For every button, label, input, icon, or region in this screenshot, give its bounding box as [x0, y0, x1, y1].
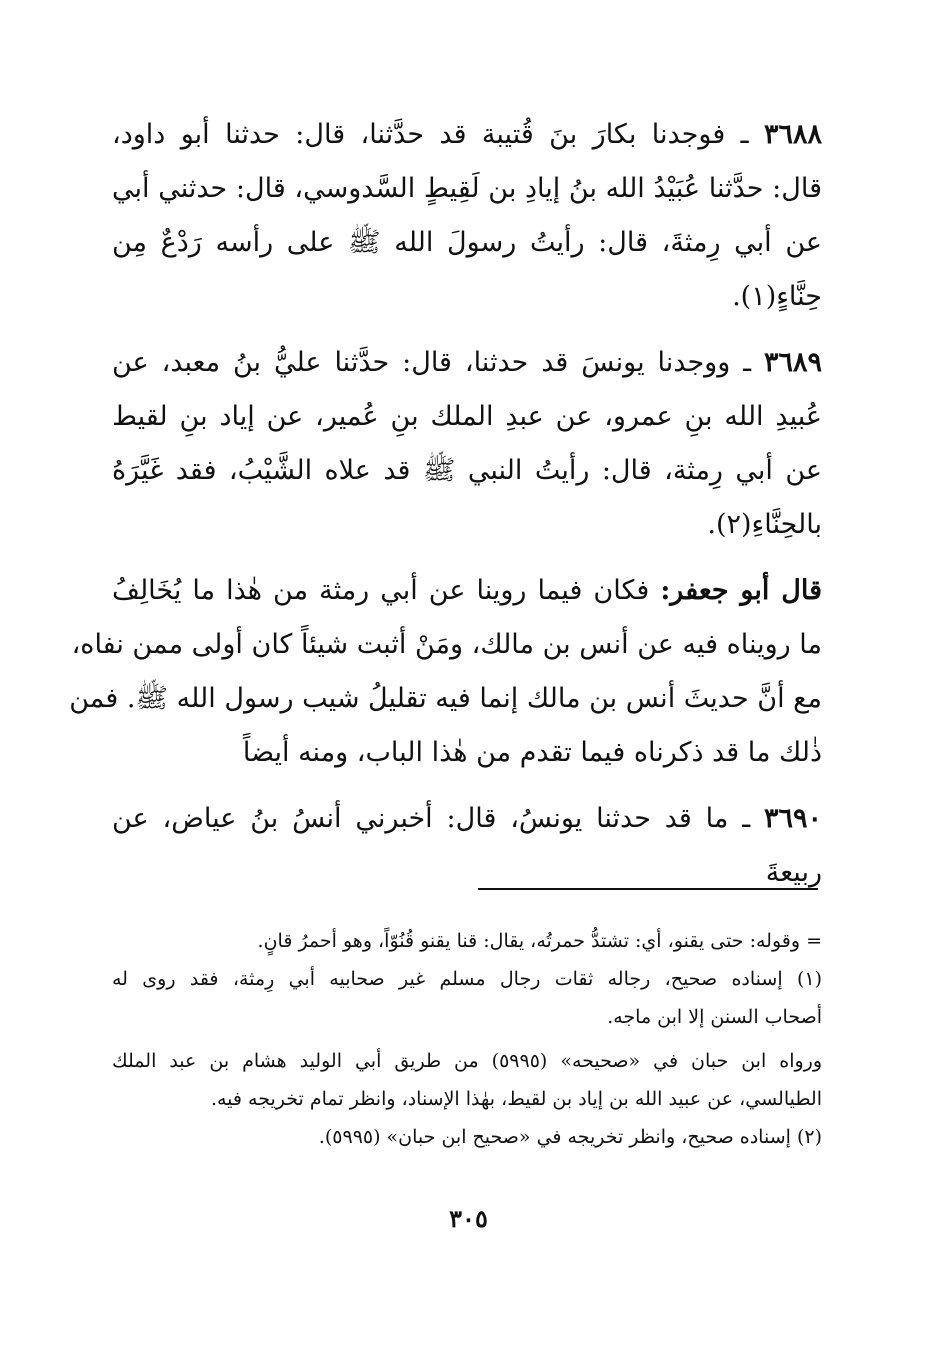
hadith-number: ٣٦٩٠ [764, 803, 823, 834]
footnote-1-line-1: (١) إسناده صحيح، رجاله ثقات رجال مسلم غير صحابيه أبي رِمثة، فقد روى له [112, 968, 822, 990]
hadith-3690-line-2: ربيعةَ [765, 857, 822, 888]
hadith-3688-line-1: ٣٦٨٨ ـ فوجدنا بكارَ بنَ قُتيبة قد حدَّثنا، قال: حدثنا أبو داود، [112, 119, 822, 150]
hadith-3688-line-3: عن أبي رِمثةَ، قال: رأيتُ رسولَ الله ﷺ على رأسه رَدْعٌ مِن [112, 227, 822, 258]
footnote-continuation: = وقوله: حتى يقنو، أي: تشتدُّ حمرتُه، يقال: قنا يقنو قُنُوّاً، وهو أحمرُ قانٍ. [257, 930, 822, 952]
commentary-line-3: مع أنَّ حديثَ أنس بن مالك إنما فيه تقليلُ شيب رسول الله ﷺ. فمن [69, 683, 822, 714]
main-text [69, 108, 823, 900]
hadith-number: ٣٦٨٨ [763, 119, 822, 150]
footnote-1-line-2: أصحاب السنن إلا ابن ماجه. [607, 1006, 822, 1028]
hadith-3689-line-2: عُبيدِ الله بنِ عمرو، عن عبدِ الملك بنِ عُمير، عن إياد بنِ لقيط [112, 401, 822, 432]
hadith-3689-line-3: عن أبي رِمثة، قال: رأيتُ النبي ﷺ قد علاه الشَّيْبُ، فقد غَيَّرَهُ [112, 455, 822, 486]
commentary-line-4: ذٰلك ما قد ذكرناه فيما تقدم من هٰذا الباب، ومنه أيضاً [242, 737, 822, 768]
hadith-3690-line-1: ٣٦٩٠ ـ ما قد حدثنا يونسُ، قال: أخبرني أنسُ بنُ عياض، عن [112, 803, 823, 834]
footnote-2: (٢) إسناده صحيح، وانظر تخريجه في «صحيح ابن حبان» (٥٩٩٥). [318, 1126, 822, 1148]
hadith-3688-line-2: قال: حدَّثنا عُبَيْدُ الله بنُ إيادِ بن لَقِيطٍ السَّدوسي، قال: حدثني أبي [112, 173, 822, 204]
footnote-1b-line-1: ورواه ابن حبان في «صحيحه» (٥٩٩٥) من طريق أبي الوليد هشام بن عبد الملك [112, 1050, 822, 1072]
hadith-3689-line-1: ٣٦٨٩ ـ ووجدنا يونسَ قد حدثنا، قال: حدَّثنا عليُّ بنُ معبد، عن [112, 347, 822, 378]
commentary-line-1: قال أبو جعفر: فكان فيما روينا عن أبي رمثة من هٰذا ما يُخَالِفُ [112, 575, 822, 606]
footnotes [112, 922, 822, 1156]
speaker-label: قال أبو جعفر: [660, 575, 822, 606]
footnote-separator [478, 888, 818, 890]
commentary-line-2: ما رويناه فيه عن أنس بن مالك، ومَنْ أثبت شيئاً كان أولى ممن نفاه، [71, 629, 822, 660]
footnote-1b-line-2: الطيالسي، عن عبيد الله بن إياد بن لقيط، بهٰذا الإسناد، وانظر تمام تخريجه فيه. [210, 1088, 822, 1110]
hadith-number: ٣٦٨٩ [763, 347, 822, 378]
page-number: ٣٠٥ [449, 1204, 488, 1233]
hadith-3688-line-4: حِنَّاءٍ(١). [732, 281, 822, 312]
hadith-3689-line-4: بالحِنَّاءِ(٢). [707, 509, 822, 540]
